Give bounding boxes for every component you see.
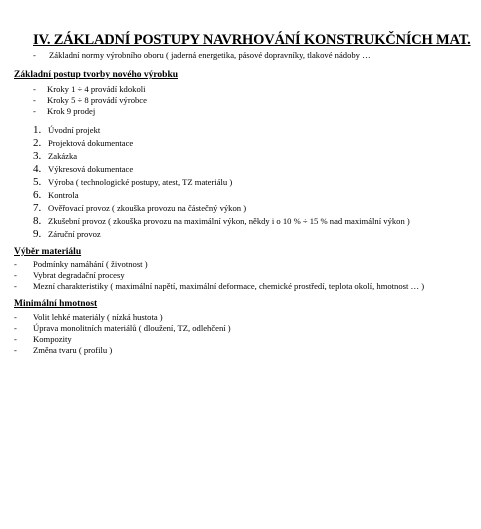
bullet-dash: - <box>14 334 17 344</box>
list-item-text: Volit lehké materiály ( nízká hustota ) <box>33 312 163 322</box>
numbered-step <box>33 202 246 214</box>
step-text: Úvodní projekt <box>48 125 101 135</box>
step-text: Záruční provoz <box>48 229 101 239</box>
bullet-dash: - <box>14 323 17 333</box>
step-number: 7. <box>33 202 42 214</box>
step-number: 9. <box>33 228 42 240</box>
numbered-step <box>33 215 410 227</box>
bullet-dash: - <box>33 84 36 94</box>
list-item-text: Kroky 5 ÷ 8 provádí výrobce <box>47 95 147 105</box>
list-item <box>33 95 147 105</box>
numbered-step <box>33 189 79 201</box>
bullet-dash: - <box>14 312 17 322</box>
list-item <box>33 84 146 94</box>
numbered-step <box>33 124 100 136</box>
list-item-text: Kompozity <box>33 334 72 344</box>
step-text: Ověřovací provoz ( zkouška provozu na částečný výkon ) <box>48 203 247 213</box>
list-item <box>33 106 95 116</box>
step-number: 4. <box>33 163 42 175</box>
list-item <box>14 323 231 333</box>
list-item <box>14 312 163 322</box>
step-text: Zakázka <box>48 151 78 161</box>
bullet-dash: - <box>14 281 17 291</box>
list-item <box>14 259 148 269</box>
list-item-text: Změna tvaru ( profilu ) <box>33 345 113 355</box>
step-number: 1. <box>33 124 42 136</box>
numbered-step <box>33 176 232 188</box>
step-text: Projektová dokumentace <box>48 138 134 148</box>
intro-line <box>33 50 371 60</box>
list-item <box>14 345 112 355</box>
bullet-dash: - <box>14 259 17 269</box>
page-title: IV. ZÁKLADNÍ POSTUPY NAVRHOVÁNÍ KONSTRUKČNÍCH MAT. <box>33 32 471 48</box>
step-text: Zkušební provoz ( zkouška provozu na maximální výkon, někdy i o 10 % ÷ 15 % nad maximální výkon ) <box>48 216 410 226</box>
bullet-dash: - <box>33 50 36 60</box>
list-item-text: Podmínky namáhání ( životnost ) <box>33 259 148 269</box>
list-item-text: Mezní charakteristiky ( maximální napětí, maximální deformace, chemické prostředí, teplota okolí, hmotnost … ) <box>33 281 425 291</box>
list-item-text: Krok 9 prodej <box>47 106 96 116</box>
list-item <box>14 334 72 344</box>
step-number: 3. <box>33 150 42 162</box>
list-item <box>14 270 125 280</box>
bullet-dash: - <box>33 106 36 116</box>
numbered-step <box>33 228 101 240</box>
bullet-dash: - <box>14 270 17 280</box>
numbered-step <box>33 163 133 175</box>
numbered-step <box>33 137 133 149</box>
intro-text: Základní normy výrobního oboru ( jaderná energetika, pásové dopravníky, tlakové nádoby … <box>49 50 371 60</box>
step-number: 6. <box>33 189 42 201</box>
list-item-text: Úprava monolitních materiálů ( dloužení, TZ, odlehčení ) <box>33 323 231 333</box>
section-heading-minimum-weight: Minimální hmotnost <box>14 299 98 309</box>
step-number: 2. <box>33 137 42 149</box>
bullet-dash: - <box>14 345 17 355</box>
list-item-text: Kroky 1 ÷ 4 provádí kdokoli <box>47 84 146 94</box>
section-heading-material-selection: Výběr materiálu <box>14 247 82 257</box>
numbered-step <box>33 150 77 162</box>
list-item-text: Vybrat degradační procesy <box>33 270 125 280</box>
section-heading-basic-procedure: Základní postup tvorby nového výrobku <box>14 70 179 80</box>
step-text: Výroba ( technologické postupy, atest, TZ materiálu ) <box>48 177 233 187</box>
step-text: Kontrola <box>48 190 79 200</box>
step-number: 5. <box>33 176 42 188</box>
list-item <box>14 281 424 291</box>
step-number: 8. <box>33 215 42 227</box>
bullet-dash: - <box>33 95 36 105</box>
step-text: Výkresová dokumentace <box>48 164 134 174</box>
